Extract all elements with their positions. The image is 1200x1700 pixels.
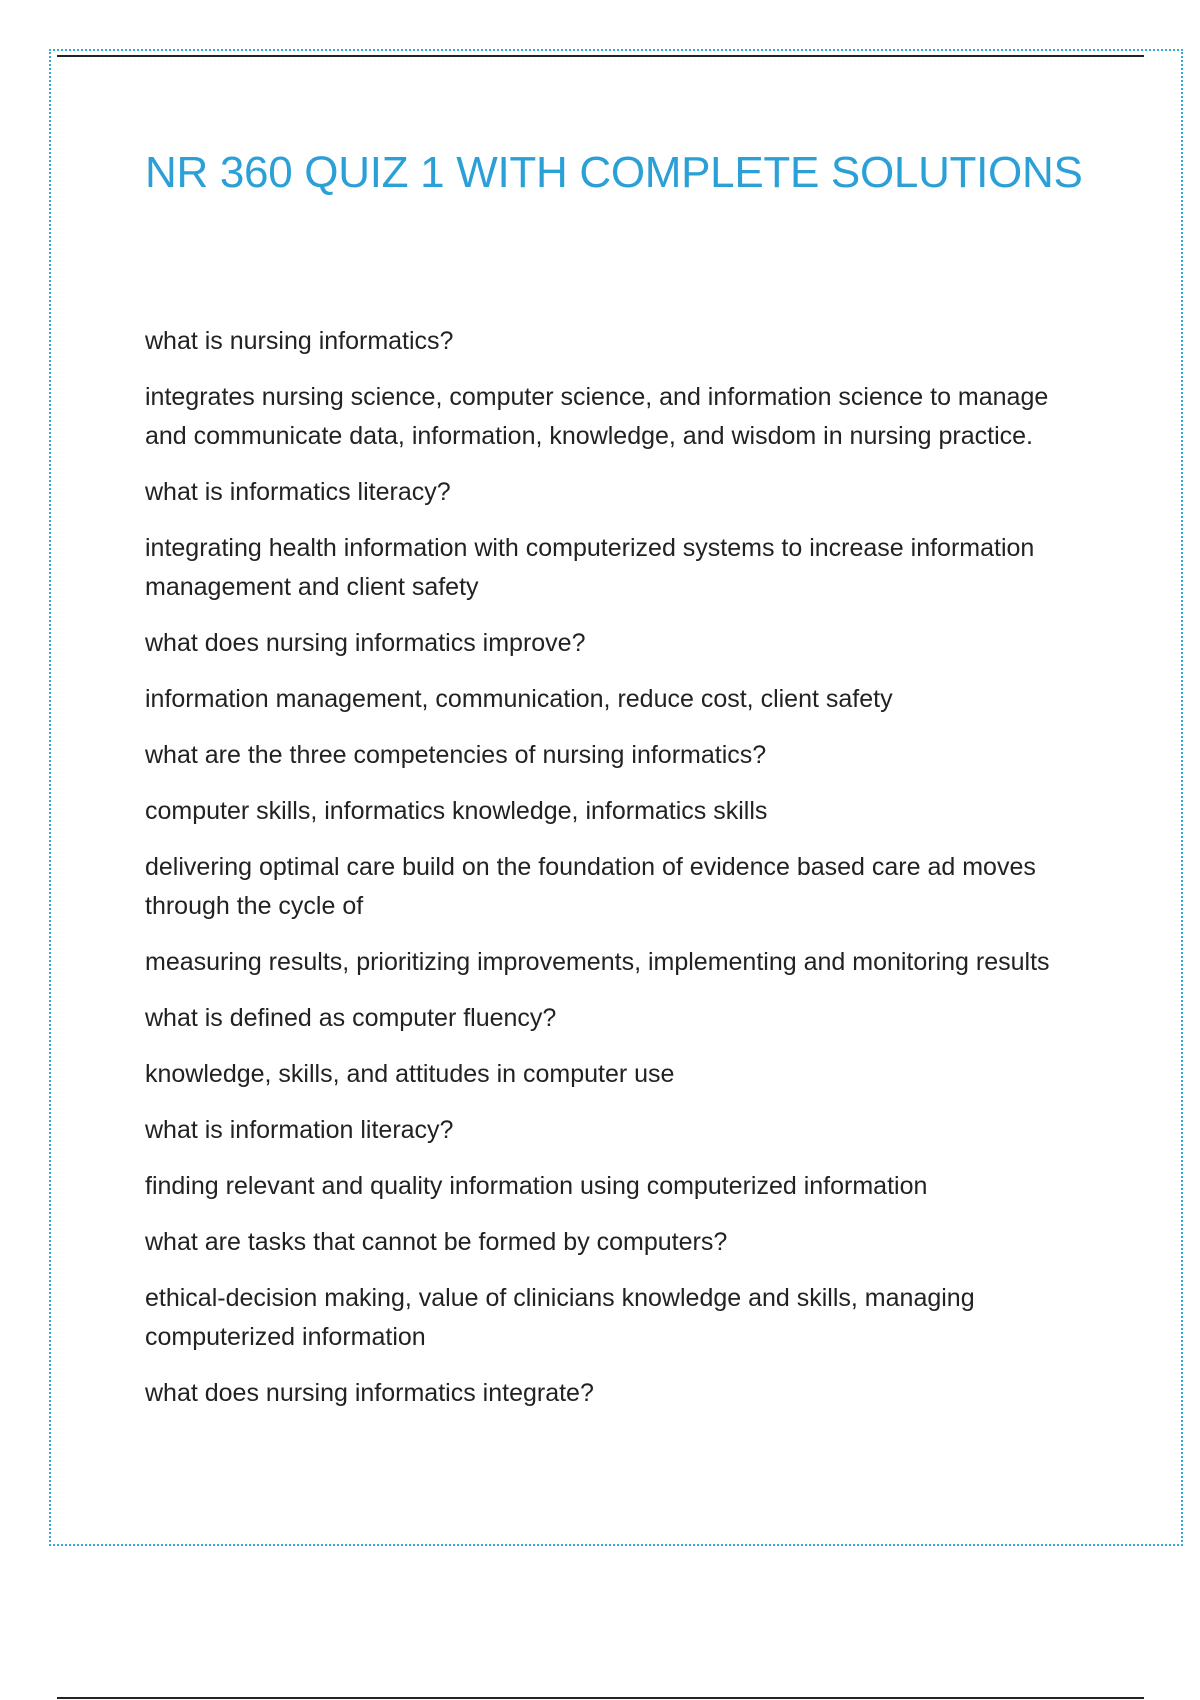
question-text: what are tasks that cannot be formed by computers? [145,1228,728,1256]
question-text: what is nursing informatics? [145,327,454,355]
question-text: what is information literacy? [145,1116,454,1144]
answer-text: knowledge, skills, and attitudes in computer use [145,1060,675,1088]
question-text: what does nursing informatics integrate? [145,1379,594,1407]
answer-text: integrating health information with computerized systems to increase information management and client safety [145,534,1035,601]
answer-text: integrates nursing science, computer science, and information science to manage and communicate data, information, knowledge, and wisdom in nursing practice. [145,383,1049,450]
question-text: delivering optimal care build on the foundation of evidence based care ad moves through the cycle of [145,853,1036,920]
question-text: what are the three competencies of nursing informatics? [145,741,767,769]
answer-text: information management, communication, reduce cost, client safety [145,685,893,713]
answer-text: computer skills, informatics knowledge, informatics skills [145,797,768,825]
qa-list [145,322,1095,1430]
answer-text: ethical-decision making, value of clinicians knowledge and skills, managing computerized information [145,1284,975,1351]
document-title: NR 360 QUIZ 1 WITH COMPLETE SOLUTIONS [145,148,1083,197]
question-text: what is informatics literacy? [145,478,451,506]
bottom-horizontal-rule [57,1697,1144,1699]
answer-text: finding relevant and quality information using computerized information [145,1172,928,1200]
question-text: what does nursing informatics improve? [145,629,586,657]
top-horizontal-rule [57,55,1144,57]
answer-text: measuring results, prioritizing improvements, implementing and monitoring results [145,948,1050,976]
question-text: what is defined as computer fluency? [145,1004,557,1032]
